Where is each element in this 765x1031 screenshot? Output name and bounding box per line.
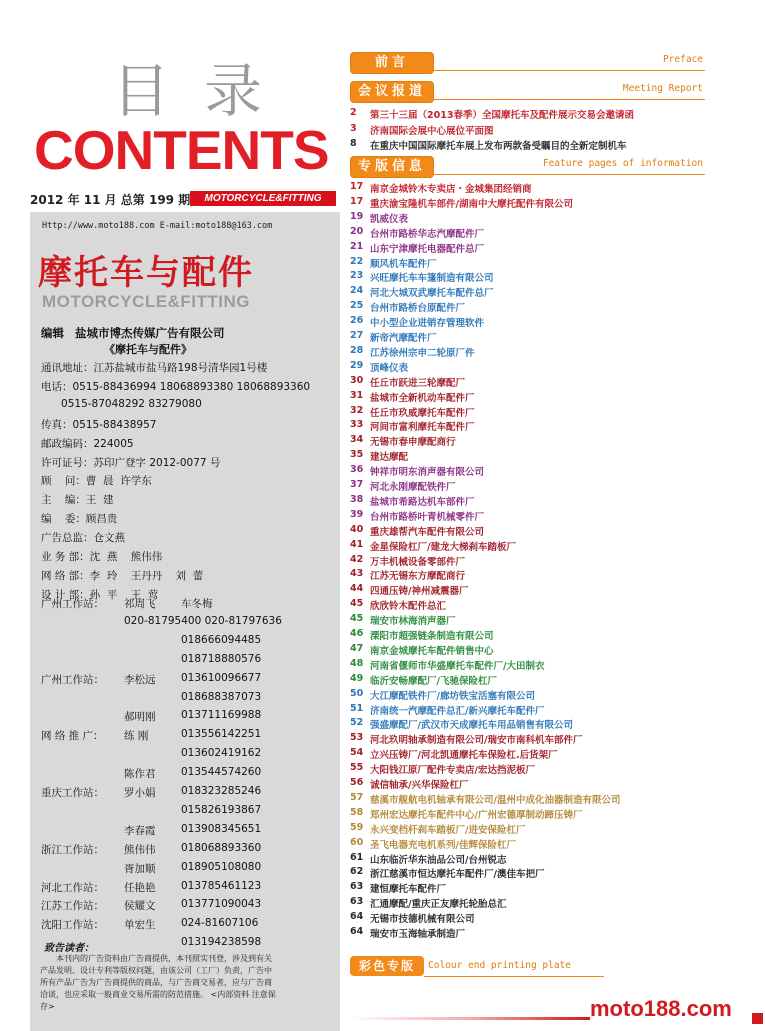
title-en: CONTENTS xyxy=(34,119,329,181)
toc-title: 无锡市春申摩配商行 xyxy=(370,437,456,449)
toc-title: 江苏徐州宗申二轮原厂件 xyxy=(370,347,475,359)
toc-title: 山东临沂华东油品公司/台州锐志 xyxy=(370,854,507,866)
toc-page-number: 64 xyxy=(350,926,364,937)
toc-page-number: 39 xyxy=(350,508,364,520)
title-cn: 目录 xyxy=(112,57,297,125)
toc-title: 河南省偃师市华盛摩托车配件厂/大田制衣 xyxy=(370,660,545,672)
toc-page-number: 36 xyxy=(350,464,364,476)
toc-page-number: 3 xyxy=(350,122,357,134)
contact-name: 郝明刚 xyxy=(124,711,156,724)
toc-page-number: 40 xyxy=(350,523,364,535)
masthead-line: 许可证号：苏印广登字 2012-0077 号 xyxy=(41,456,221,469)
toc-page-number: 38 xyxy=(350,493,364,505)
toc-title: 大阳钱江原厂配件专卖店/宏达挡泥板厂 xyxy=(370,765,535,777)
toc-title: 兴旺摩托车车篷制造有限公司 xyxy=(370,273,494,285)
contact-phone: 018718880576 xyxy=(181,652,262,665)
section-color-en: Colour end printing plate xyxy=(428,960,571,971)
toc-page-number: 20 xyxy=(350,225,364,237)
contact-phone: 013771090043 xyxy=(181,898,262,911)
toc-title: 大江摩配铁件厂/廊坊铁宝活塞有限公司 xyxy=(370,690,535,702)
section-feature-label: 专版信息 xyxy=(350,156,434,178)
toc-title: 钟祥市明东消声器有限公司 xyxy=(370,467,485,479)
toc-page-number: 45 xyxy=(350,598,364,610)
toc-title: 台州市路桥华志汽摩配件厂 xyxy=(370,228,485,240)
toc-page-number: 59 xyxy=(350,821,364,833)
toc-title: 临沂安畅摩配厂/飞驰保险杠厂 xyxy=(370,675,497,687)
toc-title: 河间市富利摩托车配件厂 xyxy=(370,422,475,434)
masthead-line: 邮政编码：224005 xyxy=(41,437,134,450)
toc-page-number: 57 xyxy=(350,791,364,803)
contact-name: 熊伟伟 xyxy=(124,843,156,856)
contact-phone: 013544574260 xyxy=(181,766,262,779)
toc-page-number: 31 xyxy=(350,389,364,401)
toc-title: 河北大城双武摩托车配件总厂 xyxy=(370,288,494,300)
contact-phone: 013908345651 xyxy=(181,822,262,835)
toc-page-number: 42 xyxy=(350,553,364,565)
toc-title: 河北永刚摩配铁件厂 xyxy=(370,482,456,493)
toc-title: 中小型企业进销存管理软件 xyxy=(370,318,485,330)
toc-page-number: 45 xyxy=(350,613,364,625)
toc-title: 浙江慈溪市恒达摩托车配件厂/澳佳车把厂 xyxy=(370,869,545,881)
masthead-line: 顾 问：曹 晨 许学东 xyxy=(41,475,152,488)
contact-name: 陈作君 xyxy=(124,768,156,781)
contact-name: 侯耀文 xyxy=(124,900,156,913)
contact-phone: 018323285246 xyxy=(181,785,262,797)
masthead-line: 业 务 部：沈 燕 熊伟伟 xyxy=(41,551,163,563)
editor-line xyxy=(41,325,224,341)
toc-page-number: 43 xyxy=(350,568,364,580)
toc-title: 慈溪市舰航电机轴承有限公司/温州中成化油器制造有限公司 xyxy=(370,794,621,806)
masthead-line: 网 络 部：李 玲 王丹丹 刘 蕾 xyxy=(41,569,204,582)
contact-name: 胥加顺 xyxy=(124,862,156,875)
toc-title: 万丰机械设备零部件厂 xyxy=(370,556,466,568)
url-line: Http://www.moto188.com E-mail:moto188@163.com xyxy=(42,221,273,231)
toc-title: 台州市路桥叶青机械零件厂 xyxy=(370,511,485,523)
toc-title: 无锡市技德机械有限公司 xyxy=(370,914,475,926)
toc-page-number: 54 xyxy=(350,747,364,759)
toc-title: 顶峰仪表 xyxy=(370,362,409,374)
contact-name: 祁周飞 xyxy=(124,598,156,610)
contact-label: 沈阳工作站： xyxy=(41,919,104,932)
editor-label: 编辑 xyxy=(41,326,64,340)
toc-title: 重庆渝宝隆机车部件/湖南中大摩托配件有限公司 xyxy=(370,198,573,210)
contact-name: 单宏生 xyxy=(124,919,156,932)
contact-label: 浙江工作站： xyxy=(41,843,104,856)
toc-page-number: 30 xyxy=(350,374,364,386)
toc-page-number: 63 xyxy=(350,881,364,893)
toc-title: 立兴压铸厂/河北凯通摩托车保险杠.后货架厂 xyxy=(370,750,558,762)
toc-page-number: 17 xyxy=(350,195,364,207)
toc-page-number: 50 xyxy=(350,687,364,699)
toc-page-number: 53 xyxy=(350,732,364,744)
toc-page-number: 8 xyxy=(350,138,357,150)
issue-line: 2012 年 11 月 总第 199 期 xyxy=(30,193,191,207)
contact-phone: 013602419162 xyxy=(181,747,262,760)
contact-phone: 024-81607106 xyxy=(181,917,259,930)
section-color-label: 彩色专版 xyxy=(350,956,424,976)
corner-mark xyxy=(752,1013,763,1024)
toc-title: 瑞安市玉海轴承制造厂 xyxy=(370,929,466,940)
contact-phone: 013556142251 xyxy=(181,728,262,741)
toc-title: 欣欣铃木配件总汇 xyxy=(370,601,447,613)
section-divider xyxy=(434,70,705,71)
toc-page-number: 44 xyxy=(350,583,364,595)
reader-notice-title: 致告读者： xyxy=(44,943,94,954)
contact-name: 李松远 xyxy=(124,673,156,686)
toc-page-number: 48 xyxy=(350,657,364,669)
toc-page-number: 60 xyxy=(350,836,364,848)
contact-label: 重庆工作站： xyxy=(41,787,104,799)
toc-title: 瑞安市林海消声器厂 xyxy=(370,616,456,628)
toc-page-number: 55 xyxy=(350,762,364,774)
toc-page-number: 2 xyxy=(350,107,357,118)
contact-name: 罗小娟 xyxy=(124,787,156,799)
reader-notice-text: 本刊内的广告资料由广告商提供，本刊照实刊登，涉及到有关产品发明、设计专利等版权问题，由该公司（工厂）负责，广告中所有产品广告为广告商提供的商品，与广告商交易者，应与广告商洽谈，也应采取一般商业交易所需的防范措施。 <内部资料 注意保存> xyxy=(40,954,276,1011)
section-preface-label: 前言 xyxy=(350,52,434,74)
contact-phone: 015826193867 xyxy=(181,803,262,816)
masthead-line: 广告总监：仓文燕 xyxy=(41,532,125,545)
toc-title: 南京金城铃木专卖店・金城集团经销商 xyxy=(370,184,532,195)
contact-phone: 013610096677 xyxy=(181,671,262,684)
toc-title: 盐城市全新机动车配件厂 xyxy=(370,392,475,404)
toc-title: 任丘市玖威摩托车配件厂 xyxy=(370,407,475,419)
toc-page-number: 58 xyxy=(350,806,364,818)
toc-title: 任丘市跃进三轮摩配厂 xyxy=(370,377,466,389)
section-meeting-label: 会议报道 xyxy=(350,81,434,103)
toc-page-number: 23 xyxy=(350,270,364,282)
toc-page-number: 62 xyxy=(350,866,364,878)
toc-title: 济南国际会展中心展位平面图 xyxy=(370,125,494,137)
toc-title: 新帝汽摩配件厂 xyxy=(370,333,437,344)
magazine-logo-cn: 摩托车与配件 xyxy=(38,253,254,293)
toc-title: 永兴变档杆刹车踏板厂/进安保险杠厂 xyxy=(370,824,526,836)
contact-phone: 020-81795400 020-81797636 xyxy=(124,614,282,627)
section-preface-en: Preface xyxy=(662,54,703,65)
toc-page-number: 64 xyxy=(350,911,364,923)
toc-title: 第三十三届（2013春季）全国摩托车及配件展示交易会邀请函 xyxy=(370,110,634,121)
magazine-logo-en: MOTORCYCLE&FITTING xyxy=(42,292,250,311)
masthead-line: 设 计 部：孙 平 王 莺 xyxy=(41,588,159,601)
toc-title: 济南统一汽摩配件总汇/新兴摩托车配件厂 xyxy=(370,705,545,717)
section-divider xyxy=(424,976,604,977)
toc-page-number: 19 xyxy=(350,210,364,222)
toc-page-number: 27 xyxy=(350,330,364,341)
contact-phone: 013194238598 xyxy=(181,936,262,949)
toc-page-number: 47 xyxy=(350,642,364,654)
toc-title: 建恒摩托车配件厂 xyxy=(370,884,447,896)
footer-site[interactable]: moto188.com xyxy=(590,996,732,1021)
toc-title: 江苏无锡东方摩配商行 xyxy=(370,571,466,583)
contact-phone: 018068893360 xyxy=(181,841,262,854)
toc-page-number: 37 xyxy=(350,479,364,490)
toc-page-number: 34 xyxy=(350,434,364,446)
contact-label: 广州工作站： xyxy=(41,598,104,610)
contact-label: 江苏工作站： xyxy=(41,900,104,913)
editor-sub: 《摩托车与配件》 xyxy=(104,343,192,356)
section-divider xyxy=(434,174,705,175)
toc-page-number: 26 xyxy=(350,315,364,327)
section-meeting xyxy=(350,81,705,103)
toc-page-number: 21 xyxy=(350,240,364,252)
contact-label: 河北工作站： xyxy=(41,881,104,894)
toc-title: 河北玖明轴承制造有限公司/瑞安市南科机车部件厂 xyxy=(370,735,583,747)
masthead-column xyxy=(0,0,340,1031)
toc-title: 溧阳市超强链条制造有限公司 xyxy=(370,631,494,642)
toc-title: 金星保险杠厂/建龙大梯刹车踏板厂 xyxy=(370,541,516,553)
contact-label: 广州工作站： xyxy=(41,673,104,686)
toc-page-number: 52 xyxy=(350,717,364,729)
toc-title: 四通压铸/神州减震器厂 xyxy=(370,586,469,598)
toc-page-number: 51 xyxy=(350,702,364,714)
toc-title: 汇通摩配/重庆正友摩托轮胎总汇 xyxy=(370,899,507,911)
masthead-line: 0515-87048292 83279080 xyxy=(41,397,202,410)
toc-page-number: 29 xyxy=(350,359,364,371)
toc-title: 南京金城摩托车配件销售中心 xyxy=(370,645,494,657)
footer-rule xyxy=(350,1017,590,1020)
toc-page-number: 32 xyxy=(350,404,364,416)
contact-phone: 018666094485 xyxy=(181,633,262,646)
toc-page-number: 24 xyxy=(350,285,364,297)
toc-page-number: 28 xyxy=(350,344,364,356)
toc-page-number: 17 xyxy=(350,181,364,192)
toc-page-number: 63 xyxy=(350,896,364,908)
section-preface xyxy=(350,52,705,74)
section-divider xyxy=(434,99,705,100)
contact-phone: 车冬梅 xyxy=(181,598,213,610)
masthead-line: 传真：0515-88438957 xyxy=(41,418,157,431)
toc-title: 顺风机车配件厂 xyxy=(370,258,437,270)
toc-title: 诚信轴承/兴华保险杠厂 xyxy=(370,780,469,791)
toc-title: 建达摩配 xyxy=(370,452,409,464)
masthead-line: 编 委：顾昌贵 xyxy=(41,513,118,526)
toc-page-number: 41 xyxy=(350,538,364,550)
contact-phone: 013785461123 xyxy=(181,879,262,892)
toc-title: 台州市路桥台原配件厂 xyxy=(370,303,466,315)
contact-phone: 018688387073 xyxy=(181,690,262,703)
toc-page-number: 46 xyxy=(350,628,364,639)
toc-page-number: 35 xyxy=(350,449,364,461)
toc-title: 山东宁津摩托电器配件总厂 xyxy=(370,243,485,255)
toc-title: 盐城市希路达机车部件厂 xyxy=(370,496,475,508)
contact-phone: 013711169988 xyxy=(181,709,262,722)
contact-name: 任艳艳 xyxy=(124,881,156,894)
toc-title: 重庆雄帮汽车配件有限公司 xyxy=(370,526,485,538)
editor-value: 盐城市博杰传媒广告有限公司 xyxy=(74,326,225,340)
toc-title: 郑州宏达摩托车配件中心/广州宏德厚制动蹄压铸厂 xyxy=(370,809,583,821)
toc-page-number: 22 xyxy=(350,255,364,267)
masthead-line: 通讯地址：江苏盐城市盐马路198号清华园1号楼 xyxy=(41,362,268,374)
toc-page-number: 33 xyxy=(350,419,364,431)
contact-name: 李春霞 xyxy=(124,824,156,837)
toc-page-number: 61 xyxy=(350,851,364,863)
toc-title: 凯威仪表 xyxy=(370,213,409,225)
issue-tag: MOTORCYCLE&FITTING xyxy=(190,191,336,206)
toc-page-number: 49 xyxy=(350,672,364,684)
masthead-line: 电话：0515-88436994 18068893380 18068893360 xyxy=(41,380,311,393)
contact-label: 网 络 推 广： xyxy=(41,730,104,743)
toc-title: 强盛摩配厂/武汉市天成摩托车用品销售有限公司 xyxy=(370,720,573,732)
toc-page-number: 56 xyxy=(350,777,364,788)
section-meeting-en: Meeting Report xyxy=(622,83,703,94)
section-feature-en: Feature pages of information xyxy=(542,158,703,169)
contact-name: 练 刚 xyxy=(124,730,149,743)
section-feature xyxy=(350,156,705,178)
toc-page-number: 25 xyxy=(350,300,364,312)
toc-title: 圣飞电器充电机系列/佳辉保险杠厂 xyxy=(370,839,516,851)
toc-title: 在重庆中国国际摩托车展上发布两款备受瞩目的全新定制机车 xyxy=(370,141,627,153)
contact-phone: 018905108080 xyxy=(181,860,262,873)
masthead-line: 主 编：王 建 xyxy=(41,494,114,507)
